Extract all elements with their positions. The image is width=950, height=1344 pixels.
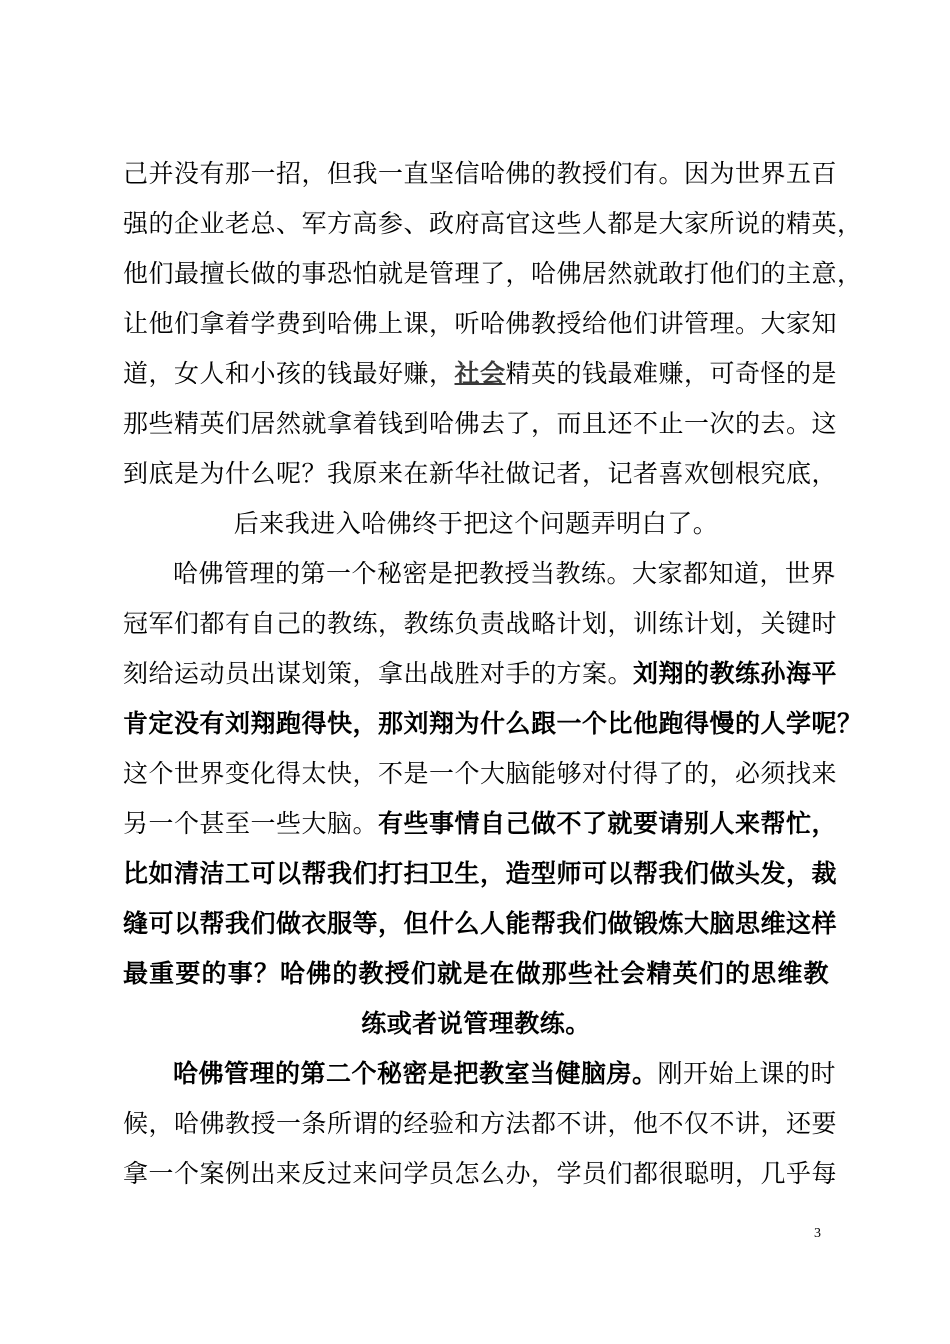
paragraph-1-line-7: 到底是为什么呢？我原来在新华社做记者，记者喜欢刨根究底， <box>123 459 838 488</box>
paragraph-1-line-1: 己并没有那一招，但我一直坚信哈佛的教授们有。因为世界五百 <box>123 159 838 188</box>
line-3-bold-text: 刘翔的教练孙海平 <box>633 659 838 688</box>
paragraph-3-line-2: 候，哈佛教授一条所谓的经验和方法都不讲，他不仅不讲，还要 <box>123 1109 838 1138</box>
line-1-normal-text: 刚开始上课的时 <box>657 1059 837 1088</box>
line-5-text-before: 道，女人和小孩的钱最好赚， <box>123 359 455 388</box>
paragraph-3-line-1 <box>173 1050 837 1098</box>
line-3-normal-text: 刻给运动员出谋划策，拿出战胜对手的方案。 <box>123 659 634 688</box>
paragraph-1-line-4: 让他们拿着学费到哈佛上课，听哈佛教授给他们讲管理。大家知 <box>123 309 838 338</box>
line-6-normal-text: 另一个甚至一些大脑。 <box>123 809 379 838</box>
line-6-bold-text: 有些事情自己做不了就要请别人来帮忙， <box>378 809 838 838</box>
line-1-bold-text: 哈佛管理的第二个秘密是把教室当健脑房。 <box>173 1059 658 1088</box>
paragraph-2-line-10: 练或者说管理教练。 <box>361 1009 591 1038</box>
paragraph-2-line-5: 这个世界变化得太快，不是一个大脑能够对付得了的，必须找来 <box>123 759 838 788</box>
paragraph-2-line-6 <box>123 800 838 848</box>
line-5-text-after: 精英的钱最难赚，可奇怪的是 <box>505 359 838 388</box>
paragraph-2-line-7: 比如清洁工可以帮我们打扫卫生，造型师可以帮我们做头发，裁 <box>123 859 838 888</box>
paragraph-1-line-6: 那些精英们居然就拿着钱到哈佛去了，而且还不止一次的去。这 <box>123 409 838 438</box>
paragraph-2-line-1: 哈佛管理的第一个秘密是把教授当教练。大家都知道，世界 <box>173 559 837 588</box>
paragraph-2-line-8: 缝可以帮我们做衣服等，但什么人能帮我们做锻炼大脑思维这样 <box>123 909 838 938</box>
paragraph-2-line-4: 肯定没有刘翔跑得快，那刘翔为什么跟一个比他跑得慢的人学呢？ <box>123 709 863 738</box>
paragraph-1-line-8: 后来我进入哈佛终于把这个问题弄明白了。 <box>233 509 719 538</box>
society-link[interactable]: 社会 <box>454 359 506 388</box>
paragraph-1-line-5 <box>123 350 838 398</box>
page-number: 3 <box>814 1226 821 1241</box>
paragraph-1-line-3: 他们最擅长做的事恐怕就是管理了，哈佛居然就敢打他们的主意， <box>123 259 863 288</box>
paragraph-1-line-2: 强的企业老总、军方高参、政府高官这些人都是大家所说的精英， <box>123 209 863 238</box>
paragraph-2-line-2: 冠军们都有自己的教练，教练负责战略计划，训练计划，关键时 <box>123 609 838 638</box>
paragraph-2-line-9: 最重要的事？哈佛的教授们就是在做那些社会精英们的思维教 <box>123 959 829 988</box>
paragraph-2-line-3 <box>123 650 838 698</box>
paragraph-3-line-3: 拿一个案例出来反过来问学员怎么办，学员们都很聪明，几乎每 <box>123 1159 838 1188</box>
